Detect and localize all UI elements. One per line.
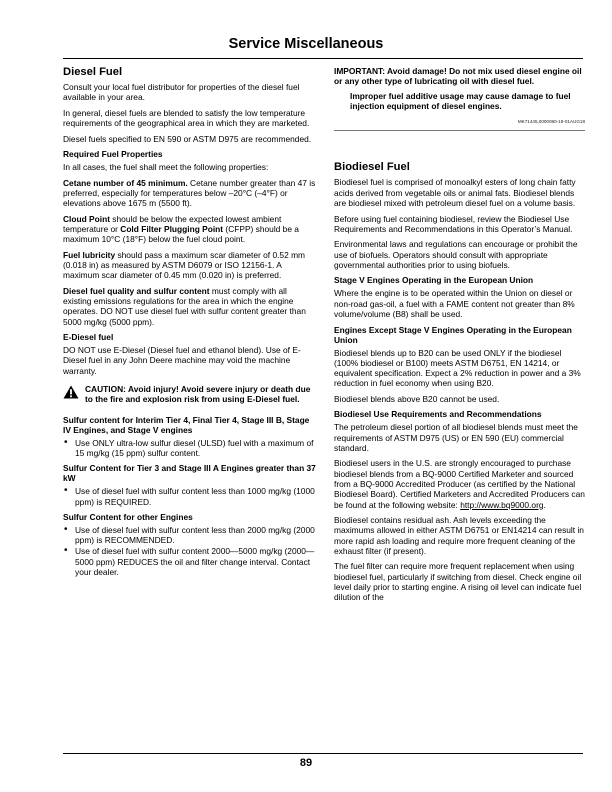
cetane-text: Cetane number greater than 47 is preferred, especially for temperatures below –20°C (–4°F) or elevations above 1675 m (5500 ft). <box>63 177 316 209</box>
paragraph: Environmental laws and regulations can encourage or prohibit the use of biofuels. Operators should consult with appropriate governmental authorities prior to using biofuels. <box>334 239 578 270</box>
cfpp-text: (CFPP) should be a maximum 10°C (18°F) below the fuel cloud point. <box>63 223 299 245</box>
list-item: • Use of diesel fuel with sulfur content less than 1000 mg/kg (1000 ppm) is REQUIRED. <box>63 486 317 507</box>
paragraph: In general, diesel fuels are blended to satisfy the low temperature requirements of the geographical area in which they are marketed. <box>63 107 310 129</box>
paragraph: The fuel filter can require more frequent replacement when using biodiesel fuel, particularly if switching from diesel. Check engine oil level daily prior to starting engine. A rising oil level can indicate fuel dilution of the <box>334 561 582 603</box>
required-properties-heading: Required Fuel Properties <box>63 149 163 160</box>
diesel-fuel-heading: Diesel Fuel <box>63 66 123 78</box>
reference-code: MK71445,0000080-19-01AUG18 <box>517 119 585 125</box>
quality-paragraph <box>63 286 317 327</box>
tier4-heading: Sulfur content for Interim Tier 4, Final Tier 4, Stage III B, Stage IV Engines, and Stage V engines <box>63 414 310 435</box>
other-engines-heading: Sulfur Content for other Engines <box>63 511 193 522</box>
section-divider <box>334 130 585 131</box>
use-requirements-heading: Biodiesel Use Requirements and Recommendations <box>334 409 542 420</box>
right-column <box>334 66 585 608</box>
cetane-paragraph <box>63 178 317 209</box>
caution-block <box>63 384 317 405</box>
tier4-list <box>63 438 317 459</box>
lubricity-text: should pass a maximum scar diameter of 0.52 mm (0.018 in) as measured by ASTM D6079 or ISO 12156-1. A maximum scar diameter of 0.45 mm (0.020 in) is preferred. <box>63 249 306 281</box>
bq9000-text: Biodiesel users in the U.S. are strongly encouraged to purchase biodiesel blends from a BQ-9000 Certified Marketer and sourced from a BQ-9000 Accredited Producer (as certified by the National Biodiesel Board). Certified Marketers and Accredited Producers can be found at the following website: <box>334 458 585 510</box>
cloud-point-paragraph <box>63 214 317 245</box>
paragraph: Biodiesel fuel is comprised of monoalkyl esters of long chain fatty acids derived from vegetable oils or animal fats. Biodiesel blends are biodiesel mixed with petroleum diesel fuel on a volume basis. <box>334 177 576 209</box>
page-number: 89 <box>299 757 313 769</box>
paragraph: The petroleum diesel portion of all biodiesel blends must meet the requirements of ASTM D975 (US) or EN 590 (EU) commercial standard. <box>334 422 578 453</box>
list-item: • Use of diesel fuel with sulfur content 2000—5000 mg/kg (2000—5000 ppm) REDUCES the oil and filter change interval. Contact your dealer. <box>63 546 317 577</box>
paragraph: Biodiesel blends up to B20 can be used ONLY if the biodiesel (100% biodiesel or B100) meets ASTM D6751, EN 14214, or equivalent specification. Expect a 2% reduction in power and a 3% reduction in fuel economy when using B20. <box>334 347 581 389</box>
tier3-heading: Sulfur Content for Tier 3 and Stage III A Engines greater than 37 kW <box>63 463 316 484</box>
quality-text: must comply with all existing emissions regulations for the area in which the engine operates. DO NOT use diesel fuel with sulfur content greater than 5000 mg/kg (5000 ppm). <box>63 285 306 327</box>
ediesel-heading: E-Diesel fuel <box>63 332 114 343</box>
important-text: IMPORTANT: Avoid damage! Do not mix used diesel engine oil or any other type of lubricating oil with diesel fuel. <box>334 66 582 87</box>
bq9000-paragraph <box>334 458 585 509</box>
cloud-point-text: should be below the expected lowest ambient temperature or <box>63 213 282 234</box>
lubricity-paragraph <box>63 250 317 281</box>
list-item: • Use ONLY ultra-low sulfur diesel (ULSD) fuel with a maximum of 15 mg/kg (15 ppm) sulfur content. <box>63 438 317 459</box>
important-text-2: Improper fuel additive usage may cause damage to fuel injection equipment of diesel engines. <box>350 90 571 111</box>
period: . <box>543 499 546 510</box>
bq9000-link[interactable]: http://www.bq9000.org <box>460 499 544 510</box>
quality-label: Diesel fuel quality and sulfur content <box>63 285 210 296</box>
cetane-label: Cetane number of 45 minimum. <box>63 177 188 188</box>
other-engines-list <box>63 525 317 577</box>
lubricity-label: Fuel lubricity <box>63 249 116 260</box>
caution-text: CAUTION: Avoid injury! Avoid severe injury or death due to the fire and explosion risk from using E-Diesel fuel. <box>85 384 311 405</box>
biodiesel-heading: Biodiesel Fuel <box>334 161 410 174</box>
warning-triangle-icon <box>63 385 79 399</box>
cloud-point-label: Cloud Point <box>63 213 110 224</box>
paragraph: Biodiesel contains residual ash. Ash levels exceeding the maximums allowed in either ASTM D6751 or EN14214 can result in more rapid ash loading and require more frequent cleaning of the exhaust filter (if present). <box>334 515 584 556</box>
paragraph: Consult your local fuel distributor for properties of the diesel fuel available in your area. <box>63 82 300 103</box>
paragraph: Diesel fuels specified to EN 590 or ASTM D975 are recommended. <box>63 133 312 144</box>
footer-rule <box>63 753 583 754</box>
paragraph: In all cases, the fuel shall meet the following properties: <box>63 162 269 173</box>
title-rule <box>63 58 583 59</box>
paragraph: Before using fuel containing biodiesel, review the Biodiesel Use Requirements and Recommendations in this Operator’s Manual. <box>334 213 573 234</box>
page-title: Service Miscellaneous <box>228 36 384 52</box>
cfpp-label: Cold Filter Plugging Point <box>120 223 224 234</box>
tier3-list <box>63 486 317 507</box>
left-column <box>63 66 317 582</box>
except-stage-v-heading: Engines Except Stage V Engines Operating in the European Union <box>334 324 572 345</box>
paragraph: Where the engine is to be operated within the Union on diesel or non-road gas-oil, a fuel with a FAME content not greater than 8% volume/volume (B8) shall be used. <box>334 288 575 320</box>
paragraph: Biodiesel blends above B20 cannot be used. <box>334 393 500 404</box>
paragraph: DO NOT use E-Diesel (Diesel fuel and ethanol blend). Use of E-Diesel fuel in any John Deere machine may void the machine warranty. <box>63 345 301 376</box>
important-notice <box>334 66 585 111</box>
list-item: • Use of diesel fuel with sulfur content less than 2000 mg/kg (2000 ppm) is RECOMMENDED. <box>63 525 317 546</box>
stage-v-heading: Stage V Engines Operating in the European Union <box>334 275 534 286</box>
